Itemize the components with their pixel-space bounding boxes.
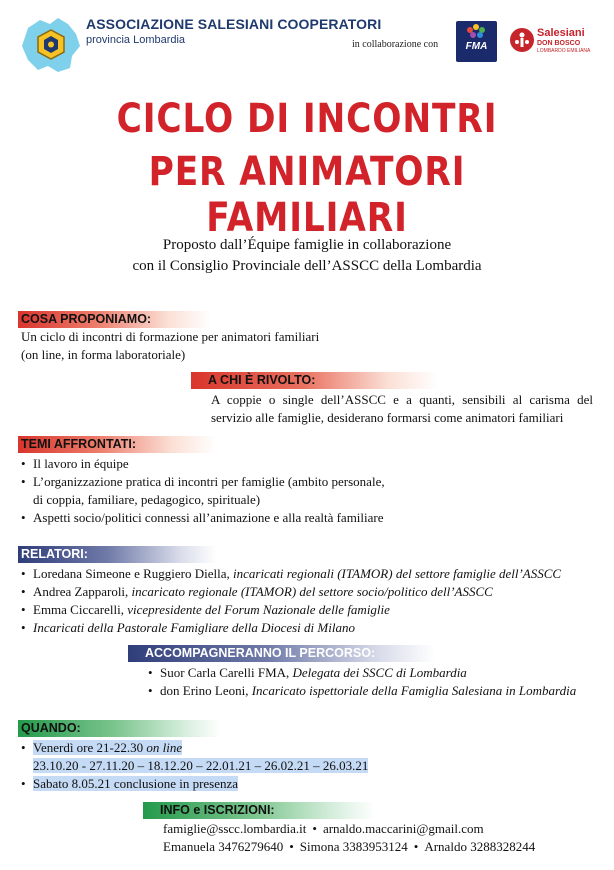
asscc-logo	[20, 16, 82, 76]
list-item-continuation: di coppia, familiare, pedagogico, spirituale)	[33, 492, 261, 507]
info-heading: INFO e ISCRIZIONI:	[143, 802, 375, 819]
collab-text: in collaborazione con	[352, 39, 439, 50]
list-item: • Incaricati della Pastorale Famigliare della Diocesi di Milano	[21, 619, 601, 637]
salesiani-logo-line1: Salesiani	[537, 27, 585, 39]
relatori-heading: RELATORI:	[18, 546, 216, 563]
accompagneranno-list	[148, 664, 608, 700]
list-item-continuation: 23.10.20 - 27.11.20 – 18.12.20 – 22.01.21 – 26.02.21 – 26.03.21	[33, 758, 369, 773]
list-item: • L’organizzazione pratica di incontri per famiglie (ambito personale,	[21, 473, 385, 491]
org-subtitle: provincia Lombardia	[86, 34, 186, 46]
intro-line-2: con il Consiglio Provinciale dell’ASSCC della Lombardia	[132, 258, 482, 274]
list-item: • Aspetti socio/politici connessi all’animazione e alla realtà familiare	[21, 509, 385, 527]
chi-line-2: servizio alle famiglie, desiderano formarsi come animatori familiari	[211, 410, 564, 425]
chi-heading: A CHI È RIVOLTO:	[191, 372, 438, 389]
contact-2: Simona 3383953124	[299, 839, 408, 854]
list-item: • Loredana Simeone e Ruggiero Diella, incaricati regionali (ITAMOR) del settore famiglie dell’ASSCC	[21, 565, 601, 583]
chi-line-1: A coppie o single dell’ASSCC e a quanti, sensibili al carisma del	[211, 392, 593, 407]
info-contacts: Emanuela 3476279640 • Simona 3383953124 • Arnaldo 3288328244	[163, 839, 536, 854]
salesiani-logo-icon	[510, 28, 534, 52]
cosa-line-1: Un ciclo di incontri di formazione per animatori familiari	[21, 329, 320, 344]
email-link-2[interactable]: arnaldo.maccarini@gmail.com	[322, 821, 484, 836]
quando-list	[21, 739, 368, 793]
list-item: • Il lavoro in équipe	[21, 455, 385, 473]
title-line-2: PER ANIMATORI FAMILIARI	[148, 149, 466, 241]
temi-heading: TEMI AFFRONTATI:	[18, 436, 216, 453]
contact-1: Emanuela 3476279640	[163, 839, 284, 854]
lombardia-map-icon	[20, 16, 82, 76]
fma-tree-icon	[456, 21, 497, 43]
salesiani-logo-line2: DON BOSCO	[537, 40, 581, 47]
temi-list	[21, 455, 385, 527]
contact-3: Arnaldo 3288328244	[424, 839, 536, 854]
list-item: • Sabato 8.05.21 conclusione in presenza	[21, 775, 368, 793]
list-item: • don Erino Leoni, Incaricato ispettoriale della Famiglia Salesiana in Lombardia	[148, 682, 608, 700]
list-item: • Venerdì ore 21-22.30 on line	[21, 739, 368, 757]
fma-logo-text: FMA	[465, 41, 488, 52]
title-line-1: CICLO DI INCONTRI	[116, 96, 498, 142]
relatori-list	[21, 565, 601, 637]
fma-logo	[456, 21, 497, 62]
intro-line-1: Proposto dall’Équipe famiglie in collaborazione	[162, 237, 452, 253]
quando-heading: QUANDO:	[18, 720, 221, 737]
list-item: • Emma Ciccarelli, vicepresidente del Forum Nazionale delle famiglie	[21, 601, 601, 619]
cosa-heading: COSA PROPONIAMO:	[18, 311, 211, 328]
org-name: ASSOCIAZIONE SALESIANI COOPERATORI	[86, 16, 382, 32]
email-link-1[interactable]: famiglie@sscc.lombardia.it	[163, 821, 307, 836]
salesiani-logo-line3: LOMBARDO EMILIANA	[537, 48, 591, 54]
list-item: • Suor Carla Carelli FMA, Delegata dei SSCC di Lombardia	[148, 664, 608, 682]
info-emails: famiglie@sscc.lombardia.it • arnaldo.maccarini@gmail.com	[163, 821, 484, 836]
accompagneranno-heading: ACCOMPAGNERANNO IL PERCORSO:	[128, 645, 435, 662]
list-item: • Andrea Zapparoli, incaricato regionale (ITAMOR) del settore socio/politico dell’ASSCC	[21, 583, 601, 601]
cosa-line-2: (on line, in forma laboratoriale)	[21, 347, 186, 362]
